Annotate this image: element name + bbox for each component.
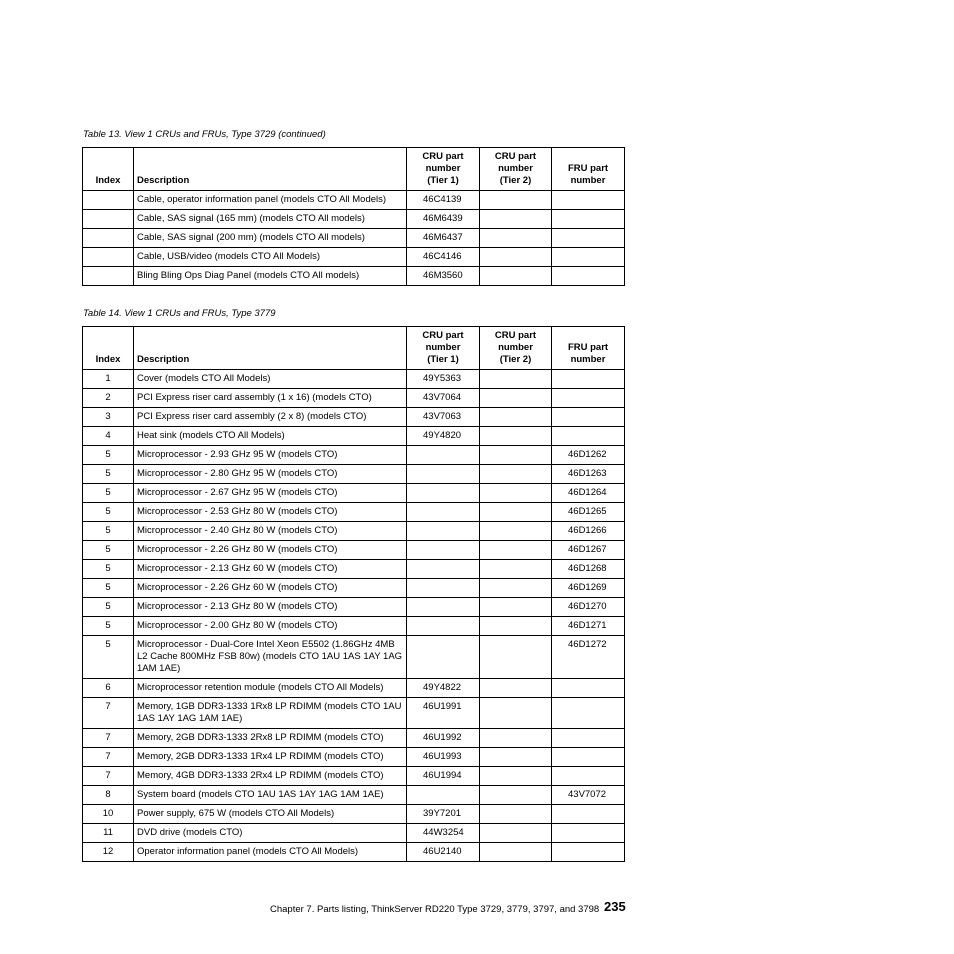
table-row xyxy=(83,229,625,248)
cru-tier2-cell xyxy=(480,579,552,598)
cru-tier1-cell xyxy=(407,636,480,679)
cru-tier2-cell xyxy=(480,446,552,465)
cru-tier2-cell xyxy=(480,843,552,862)
cru-tier1-cell: 46U2140 xyxy=(407,843,480,862)
cru-tier2-cell xyxy=(480,598,552,617)
cru-tier2-cell xyxy=(480,698,552,729)
fru-cell: 46D1268 xyxy=(552,560,625,579)
fru-cell: 46D1269 xyxy=(552,579,625,598)
header-row xyxy=(83,327,625,370)
cru-tier2-cell xyxy=(480,679,552,698)
table-row xyxy=(83,503,625,522)
index-cell: 7 xyxy=(83,748,134,767)
fru-cell xyxy=(552,370,625,389)
fru-cell: 46D1262 xyxy=(552,446,625,465)
cru-tier1-header-line: (Tier 1) xyxy=(427,354,459,365)
index-cell: 4 xyxy=(83,427,134,446)
fru-header-line: FRU part xyxy=(567,342,609,353)
table-row xyxy=(83,370,625,389)
fru-cell xyxy=(552,698,625,729)
cru-tier1-cell xyxy=(407,446,480,465)
fru-header-line: number xyxy=(570,354,606,365)
table-row xyxy=(83,598,625,617)
cru-tier1-cell xyxy=(407,484,480,503)
cru-tier2-cell xyxy=(480,370,552,389)
fru-cell xyxy=(552,408,625,427)
index-cell xyxy=(83,248,134,267)
description-cell: DVD drive (models CTO) xyxy=(134,824,407,843)
cru-tier1-cell: 46U1992 xyxy=(407,729,480,748)
table-row xyxy=(83,805,625,824)
cru-tier2-cell xyxy=(480,617,552,636)
cru-tier2-header-line: (Tier 2) xyxy=(499,354,532,365)
index-cell: 8 xyxy=(83,786,134,805)
table-14-body xyxy=(83,370,625,862)
index-header: Index xyxy=(83,148,134,191)
cru-tier1-header-line: CRU part xyxy=(422,330,464,341)
cru-tier1-cell: 46U1994 xyxy=(407,767,480,786)
cru-tier1-cell xyxy=(407,560,480,579)
index-cell: 7 xyxy=(83,767,134,786)
fru-cell xyxy=(552,248,625,267)
fru-cell xyxy=(552,805,625,824)
description-cell: Cable, SAS signal (200 mm) (models CTO All models) xyxy=(134,229,407,248)
description-header: Description xyxy=(134,148,407,191)
table-row xyxy=(83,729,625,748)
table-row xyxy=(83,465,625,484)
table-row xyxy=(83,267,625,286)
cru-tier2-cell xyxy=(480,503,552,522)
cru-tier1-cell xyxy=(407,786,480,805)
index-cell: 5 xyxy=(83,617,134,636)
table-row xyxy=(83,522,625,541)
cru-tier2-cell xyxy=(480,389,552,408)
fru-cell: 46D1267 xyxy=(552,541,625,560)
index-cell xyxy=(83,210,134,229)
cru-tier2-header-line: number xyxy=(498,163,533,174)
description-cell: Microprocessor - 2.00 GHz 80 W (models CTO) xyxy=(134,617,407,636)
description-cell: Microprocessor - 2.26 GHz 80 W (models CTO) xyxy=(134,541,407,560)
description-cell: Memory, 1GB DDR3-1333 1Rx8 LP RDIMM (models CTO 1AU 1AS 1AY 1AG 1AM 1AE) xyxy=(134,698,407,729)
index-cell: 7 xyxy=(83,698,134,729)
cru-tier1-header xyxy=(407,327,480,370)
fru-cell: 46D1270 xyxy=(552,598,625,617)
cru-tier2-header-line: (Tier 2) xyxy=(499,175,532,186)
page-number: 235 xyxy=(604,899,626,914)
index-cell: 7 xyxy=(83,729,134,748)
table-13-header xyxy=(83,148,625,191)
cru-tier1-header xyxy=(407,148,480,191)
table-14 xyxy=(82,326,625,862)
fru-header-line: FRU part xyxy=(567,163,609,174)
index-cell xyxy=(83,229,134,248)
table-row xyxy=(83,484,625,503)
fru-cell xyxy=(552,210,625,229)
cru-tier1-cell: 43V7064 xyxy=(407,389,480,408)
cru-tier2-header xyxy=(480,148,552,191)
index-cell xyxy=(83,267,134,286)
cru-tier1-cell xyxy=(407,598,480,617)
cru-tier1-cell: 44W3254 xyxy=(407,824,480,843)
index-cell xyxy=(83,191,134,210)
table-row xyxy=(83,824,625,843)
index-cell: 5 xyxy=(83,465,134,484)
description-header: Description xyxy=(134,327,407,370)
index-cell: 5 xyxy=(83,503,134,522)
cru-tier2-header-line: number xyxy=(498,342,533,353)
cru-tier1-header-line: CRU part xyxy=(422,151,464,162)
cru-tier1-cell: 46M3560 xyxy=(407,267,480,286)
description-cell: PCI Express riser card assembly (1 x 16) (models CTO) xyxy=(134,389,407,408)
cru-tier2-cell xyxy=(480,229,552,248)
index-cell: 10 xyxy=(83,805,134,824)
cru-tier2-cell xyxy=(480,484,552,503)
description-cell: Microprocessor - 2.26 GHz 60 W (models CTO) xyxy=(134,579,407,598)
cru-tier2-cell xyxy=(480,786,552,805)
table-row xyxy=(83,427,625,446)
cru-tier1-cell xyxy=(407,579,480,598)
description-cell: Microprocessor retention module (models CTO All Models) xyxy=(134,679,407,698)
cru-tier1-cell xyxy=(407,522,480,541)
table-row xyxy=(83,698,625,729)
cru-tier2-cell xyxy=(480,748,552,767)
cru-tier2-cell xyxy=(480,729,552,748)
description-cell: Microprocessor - 2.13 GHz 60 W (models CTO) xyxy=(134,560,407,579)
footer-chapter-text: Chapter 7. Parts listing, ThinkServer RD220 Type 3729, 3779, 3797, and 3798 xyxy=(270,904,600,915)
cru-tier1-cell: 49Y4822 xyxy=(407,679,480,698)
header-row xyxy=(83,148,625,191)
table-14-caption: Table 14. View 1 CRUs and FRUs, Type 3779 xyxy=(83,308,276,319)
table-row xyxy=(83,579,625,598)
cru-tier1-cell: 46C4146 xyxy=(407,248,480,267)
index-cell: 5 xyxy=(83,579,134,598)
cru-tier1-cell: 49Y5363 xyxy=(407,370,480,389)
cru-tier2-header xyxy=(480,327,552,370)
table-row xyxy=(83,679,625,698)
table-13 xyxy=(82,147,625,286)
fru-cell: 46D1263 xyxy=(552,465,625,484)
description-cell: Power supply, 675 W (models CTO All Models) xyxy=(134,805,407,824)
cru-tier1-cell: 46U1993 xyxy=(407,748,480,767)
cru-tier2-cell xyxy=(480,636,552,679)
description-cell: Microprocessor - 2.53 GHz 80 W (models CTO) xyxy=(134,503,407,522)
fru-cell xyxy=(552,389,625,408)
index-cell: 12 xyxy=(83,843,134,862)
fru-cell: 43V7072 xyxy=(552,786,625,805)
fru-header xyxy=(552,148,625,191)
cru-tier2-cell xyxy=(480,408,552,427)
cru-tier1-cell xyxy=(407,503,480,522)
table-row xyxy=(83,408,625,427)
fru-cell: 46D1272 xyxy=(552,636,625,679)
cru-tier2-cell xyxy=(480,824,552,843)
table-row xyxy=(83,617,625,636)
fru-cell xyxy=(552,824,625,843)
cru-tier2-cell xyxy=(480,541,552,560)
cru-tier1-cell: 46C4139 xyxy=(407,191,480,210)
description-cell: Microprocessor - 2.80 GHz 95 W (models CTO) xyxy=(134,465,407,484)
cru-tier2-cell xyxy=(480,465,552,484)
fru-cell xyxy=(552,748,625,767)
fru-cell xyxy=(552,679,625,698)
description-cell: Bling Bling Ops Diag Panel (models CTO All models) xyxy=(134,267,407,286)
cru-tier2-cell xyxy=(480,191,552,210)
table-14-header xyxy=(83,327,625,370)
index-cell: 3 xyxy=(83,408,134,427)
index-cell: 5 xyxy=(83,598,134,617)
description-cell: Microprocessor - Dual-Core Intel Xeon E5502 (1.86GHz 4MB L2 Cache 800MHz FSB 80w) (models CTO 1AU 1AS 1AY 1AG 1AM 1AE) xyxy=(134,636,407,679)
description-cell: Microprocessor - 2.67 GHz 95 W (models CTO) xyxy=(134,484,407,503)
table-row xyxy=(83,767,625,786)
description-cell: Cable, operator information panel (models CTO All Models) xyxy=(134,191,407,210)
fru-header-line: number xyxy=(570,175,606,186)
fru-cell xyxy=(552,267,625,286)
description-cell: Microprocessor - 2.40 GHz 80 W (models CTO) xyxy=(134,522,407,541)
cru-tier2-cell xyxy=(480,767,552,786)
cru-tier2-header-line: CRU part xyxy=(494,330,537,341)
index-cell: 5 xyxy=(83,446,134,465)
fru-cell: 46D1266 xyxy=(552,522,625,541)
index-cell: 11 xyxy=(83,824,134,843)
fru-cell: 46D1271 xyxy=(552,617,625,636)
description-cell: Heat sink (models CTO All Models) xyxy=(134,427,407,446)
cru-tier1-cell xyxy=(407,617,480,636)
index-cell: 5 xyxy=(83,522,134,541)
table-row xyxy=(83,248,625,267)
fru-cell xyxy=(552,767,625,786)
fru-cell xyxy=(552,427,625,446)
cru-tier1-cell: 49Y4820 xyxy=(407,427,480,446)
table-row xyxy=(83,786,625,805)
description-cell: Microprocessor - 2.93 GHz 95 W (models CTO) xyxy=(134,446,407,465)
table-row xyxy=(83,636,625,679)
table-row xyxy=(83,748,625,767)
index-header: Index xyxy=(83,327,134,370)
description-cell: PCI Express riser card assembly (2 x 8) (models CTO) xyxy=(134,408,407,427)
description-cell: Memory, 2GB DDR3-1333 1Rx4 LP RDIMM (models CTO) xyxy=(134,748,407,767)
cru-tier1-header-line: number xyxy=(425,163,461,174)
fru-cell: 46D1265 xyxy=(552,503,625,522)
cru-tier2-cell xyxy=(480,210,552,229)
table-row xyxy=(83,210,625,229)
fru-cell xyxy=(552,843,625,862)
table-13-body xyxy=(83,191,625,286)
table-row xyxy=(83,446,625,465)
description-cell: Cable, SAS signal (165 mm) (models CTO All models) xyxy=(134,210,407,229)
cru-tier2-cell xyxy=(480,248,552,267)
index-cell: 6 xyxy=(83,679,134,698)
cru-tier1-cell: 46M6437 xyxy=(407,229,480,248)
cru-tier2-cell xyxy=(480,267,552,286)
cru-tier1-cell xyxy=(407,465,480,484)
cru-tier1-header-line: number xyxy=(425,342,461,353)
table-row xyxy=(83,843,625,862)
fru-header xyxy=(552,327,625,370)
table-row xyxy=(83,541,625,560)
fru-cell xyxy=(552,191,625,210)
description-cell: Operator information panel (models CTO All Models) xyxy=(134,843,407,862)
cru-tier2-cell xyxy=(480,560,552,579)
cru-tier2-cell xyxy=(480,427,552,446)
index-cell: 5 xyxy=(83,560,134,579)
cru-tier1-cell: 39Y7201 xyxy=(407,805,480,824)
cru-tier2-header-line: CRU part xyxy=(494,151,537,162)
index-cell: 5 xyxy=(83,541,134,560)
fru-cell: 46D1264 xyxy=(552,484,625,503)
table-13-caption: Table 13. View 1 CRUs and FRUs, Type 3729 (continued) xyxy=(83,129,326,140)
cru-tier2-cell xyxy=(480,522,552,541)
cru-tier1-header-line: (Tier 1) xyxy=(427,175,459,186)
cru-tier1-cell: 46U1991 xyxy=(407,698,480,729)
description-cell: Memory, 4GB DDR3-1333 2Rx4 LP RDIMM (models CTO) xyxy=(134,767,407,786)
index-cell: 5 xyxy=(83,636,134,679)
index-cell: 5 xyxy=(83,484,134,503)
description-cell: Memory, 2GB DDR3-1333 2Rx8 LP RDIMM (models CTO) xyxy=(134,729,407,748)
description-cell: Microprocessor - 2.13 GHz 80 W (models CTO) xyxy=(134,598,407,617)
index-cell: 2 xyxy=(83,389,134,408)
description-cell: Cable, USB/video (models CTO All Models) xyxy=(134,248,407,267)
cru-tier1-cell: 46M6439 xyxy=(407,210,480,229)
cru-tier2-cell xyxy=(480,805,552,824)
cru-tier1-cell xyxy=(407,541,480,560)
table-row xyxy=(83,191,625,210)
cru-tier1-cell: 43V7063 xyxy=(407,408,480,427)
fru-cell xyxy=(552,229,625,248)
table-row xyxy=(83,560,625,579)
table-row xyxy=(83,389,625,408)
index-cell: 1 xyxy=(83,370,134,389)
description-cell: System board (models CTO 1AU 1AS 1AY 1AG 1AM 1AE) xyxy=(134,786,407,805)
description-cell: Cover (models CTO All Models) xyxy=(134,370,407,389)
fru-cell xyxy=(552,729,625,748)
